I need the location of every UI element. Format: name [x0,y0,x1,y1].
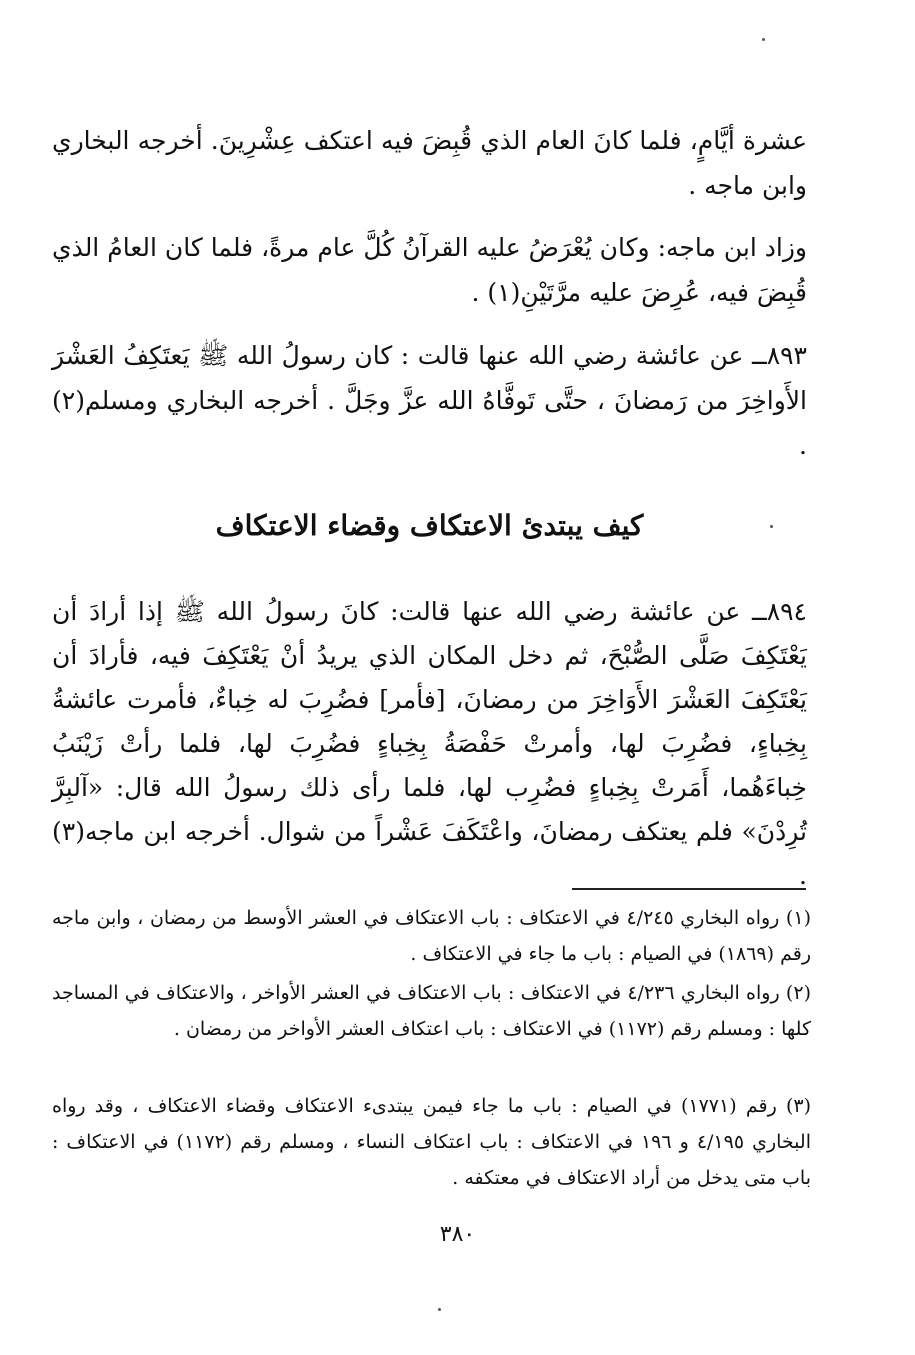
page-number: ٣٨٠ [439,1222,476,1247]
footnote-1: (١) رواه البخاري ٤/٢٤٥ في الاعتكاف : باب الاعتكاف في العشر الأوسط من رمضان ، وابن ماجه رقم (١٨٦٩) في الصيام : باب ما جاء في الاعتكاف . [52,907,811,965]
scan-speck [438,1308,441,1311]
scan-speck [770,525,773,528]
paragraph-hadith-892-end: عشرة أيَّامٍ، فلما كانَ العام الذي قُبِضَ فيه اعتكف عِشْرِينَ. أخرجه البخاري وابن ماجه . [52,126,807,200]
footnote-3: (٣) رقم (١٧٧١) في الصيام : باب ما جاء فيمن يبتدىء الاعتكاف وقضاء الاعتكاف ، وقد رواه البخاري ٤/١٩٥ و ١٩٦ في الاعتكاف : باب اعتكاف النساء ، ومسلم رقم (١١٧٢) في الاعتكاف : باب متى يدخل من أراد الاعتكاف في معتكفه . [52,1095,812,1189]
paragraph-hadith-894: ٨٩٤ــ عن عائشة رضي الله عنها قالت: كانَ رسولُ الله ﷺ إذا أرادَ أن يَعْتَكِفَ صَلَّى الصُّبْحَ، ثم دخل المكان الذي يريدُ أنْ يَعْتَكِفَ فيه، فأرادَ أن يَعْتَكِفَ العَشْرَ الأَوَاخِرَ من رمضانَ، [فأمر] فضُرِبَ له خِباءٌ، فأمرت عائشةُ بِخِباءٍ، فضُرِبَ لها، وأمرتْ حَفْصَةُ بِخِباءٍ فضُرِبَ لها، فلما رأتْ زَيْنَبُ خِباءَهُما، أَمَرتْ بِخِباءٍ فضُرِب لها، فلما رأى ذلك رسولُ الله قال: «آلبِرَّ تُرِدْنَ» فلم يعتكف رمضانَ، واعْتَكَفَ عَشْراً من شوال. أخرجه ابن ماجه(٣) . [52,597,807,890]
paragraph-hadith-893: ٨٩٣ــ عن عائشة رضي الله عنها قالت : كان رسولُ الله ﷺ يَعتَكِفُ العَشْرَ الأَواخِرَ من رَمضانَ ، حتَّى تَوفَّاهُ الله عزَّ وجَلَّ . أخرجه البخاري ومسلم(٢) . [52,341,807,460]
paragraph-ibn-majah-addition: وزاد ابن ماجه: وكان يُعْرَضُ عليه القرآنُ كُلَّ عام مرةً، فلما كان العامُ الذي قُبِضَ فيه، عُرِضَ عليه مرَّتَيْنِ(١) . [52,233,807,307]
footnote-2: (٢) رواه البخاري ٤/٢٣٦ في الاعتكاف : باب الاعتكاف في العشر الأواخر ، والاعتكاف في المساجد كلها : ومسلم رقم (١١٧٢) في الاعتكاف : باب اعتكاف العشر الأواخر من رمضان . [52,982,811,1040]
footnote-separator [572,888,806,890]
section-heading: كيف يبتدئ الاعتكاف وقضاء الاعتكاف [215,509,644,542]
scan-speck [762,38,765,41]
